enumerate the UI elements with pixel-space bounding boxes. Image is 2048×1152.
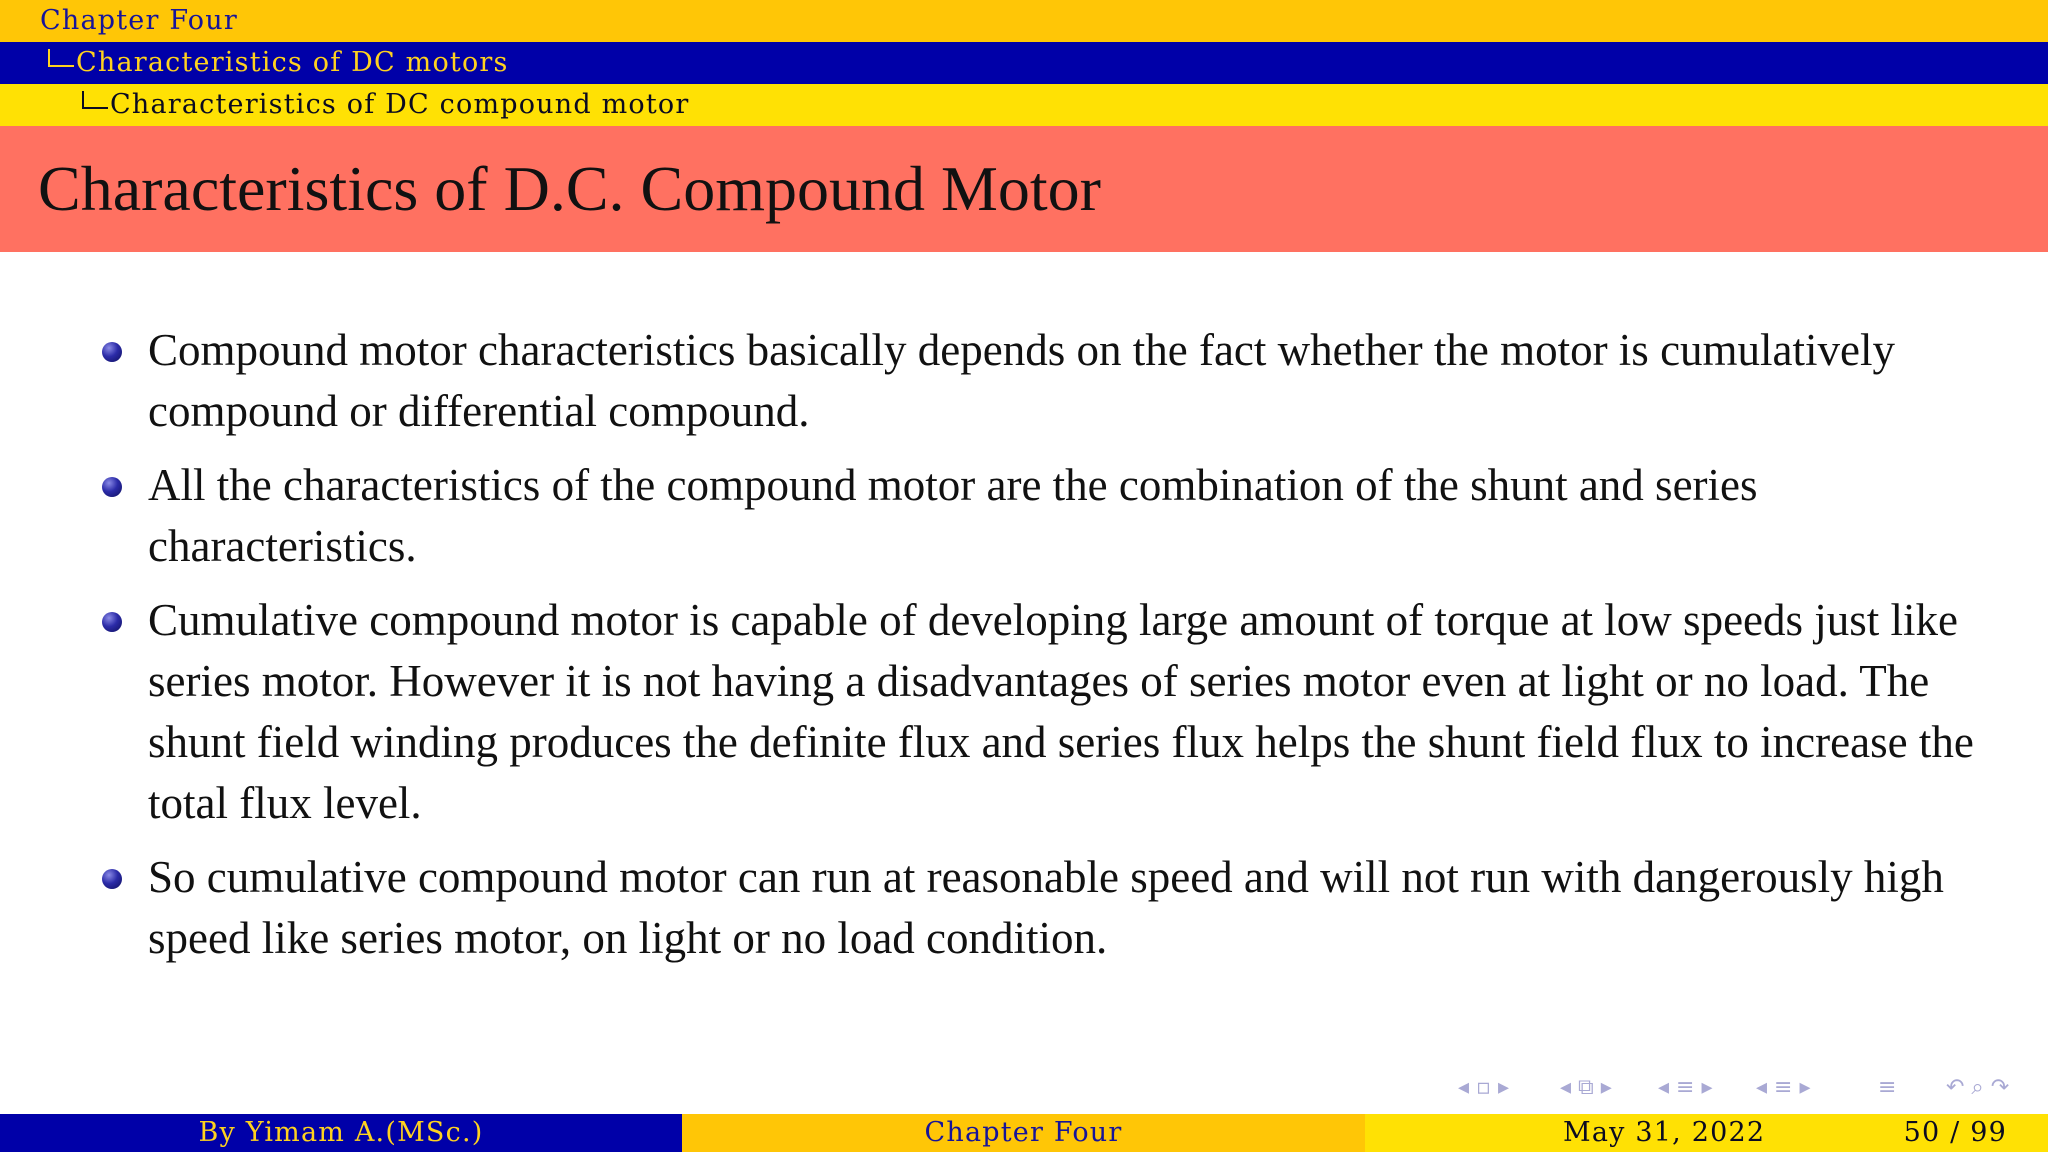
footer-author: By Yimam A.(MSc.): [198, 1117, 484, 1148]
footer: [0, 1114, 2048, 1152]
footer-date: May 31, 2022: [1563, 1117, 1766, 1148]
bullet-text: All the characteristics of the compound motor are the combination of the shunt and series characteristics.: [148, 460, 1758, 571]
bullet-text: So cumulative compound motor can run at reasonable speed and will not run with dangerously high speed like series motor, on light or no load condition.: [148, 852, 1944, 963]
footer-author-cell: [0, 1114, 682, 1152]
bullet-item: [98, 455, 2008, 577]
tree-branch-icon: [76, 84, 110, 126]
header-section-bar: [0, 42, 2048, 84]
bullet-text: Cumulative compound motor is capable of developing large amount of torque at low speeds just like series motor. However it is not having a disadvantages of series motor even at light or no load. The shunt field winding produces the definite flux and series flux helps the shunt field flux to increase the total flux level.: [148, 595, 1974, 828]
bullet-item: [98, 320, 2008, 442]
nav-frame-icon[interactable]: ◂ ⧉ ▸: [1560, 1075, 1612, 1100]
nav-toc-icon[interactable]: ≡: [1878, 1075, 1897, 1100]
footer-title-cell: [682, 1114, 1365, 1152]
bullet-ball-icon: [102, 477, 122, 497]
header-chapter[interactable]: Chapter Four: [40, 5, 238, 36]
header-section[interactable]: Characteristics of DC motors: [76, 47, 509, 78]
frame-title: Characteristics of D.C. Compound Motor: [38, 153, 1101, 224]
bullet-list: [98, 320, 2008, 982]
bullet-item: [98, 590, 2008, 834]
bullet-ball-icon: [102, 612, 122, 632]
nav-subsection-icon[interactable]: ◂ ≡ ▸: [1658, 1075, 1713, 1100]
nav-section-icon[interactable]: ◂ ≡ ▸: [1756, 1075, 1811, 1100]
tree-branch-icon: [42, 42, 76, 84]
bullet-item: [98, 847, 2008, 969]
footer-page-number: 50 / 99: [1903, 1117, 2007, 1148]
footer-date-cell: [1365, 1114, 2048, 1152]
header-subsection[interactable]: Characteristics of DC compound motor: [110, 89, 690, 120]
nav-slide-icon[interactable]: ◂ ▫ ▸: [1458, 1075, 1509, 1100]
header-subsection-bar: [0, 84, 2048, 126]
header-chapter-bar: [0, 0, 2048, 42]
footer-title: Chapter Four: [924, 1117, 1123, 1148]
bullet-ball-icon: [102, 869, 122, 889]
nav-search-icon[interactable]: ↶ ⌕ ↷: [1946, 1075, 2010, 1100]
bullet-ball-icon: [102, 342, 122, 362]
frame-title-bar: [0, 126, 2048, 252]
bullet-text: Compound motor characteristics basically depends on the fact whether the motor is cumulatively compound or differential compound.: [148, 325, 1896, 436]
